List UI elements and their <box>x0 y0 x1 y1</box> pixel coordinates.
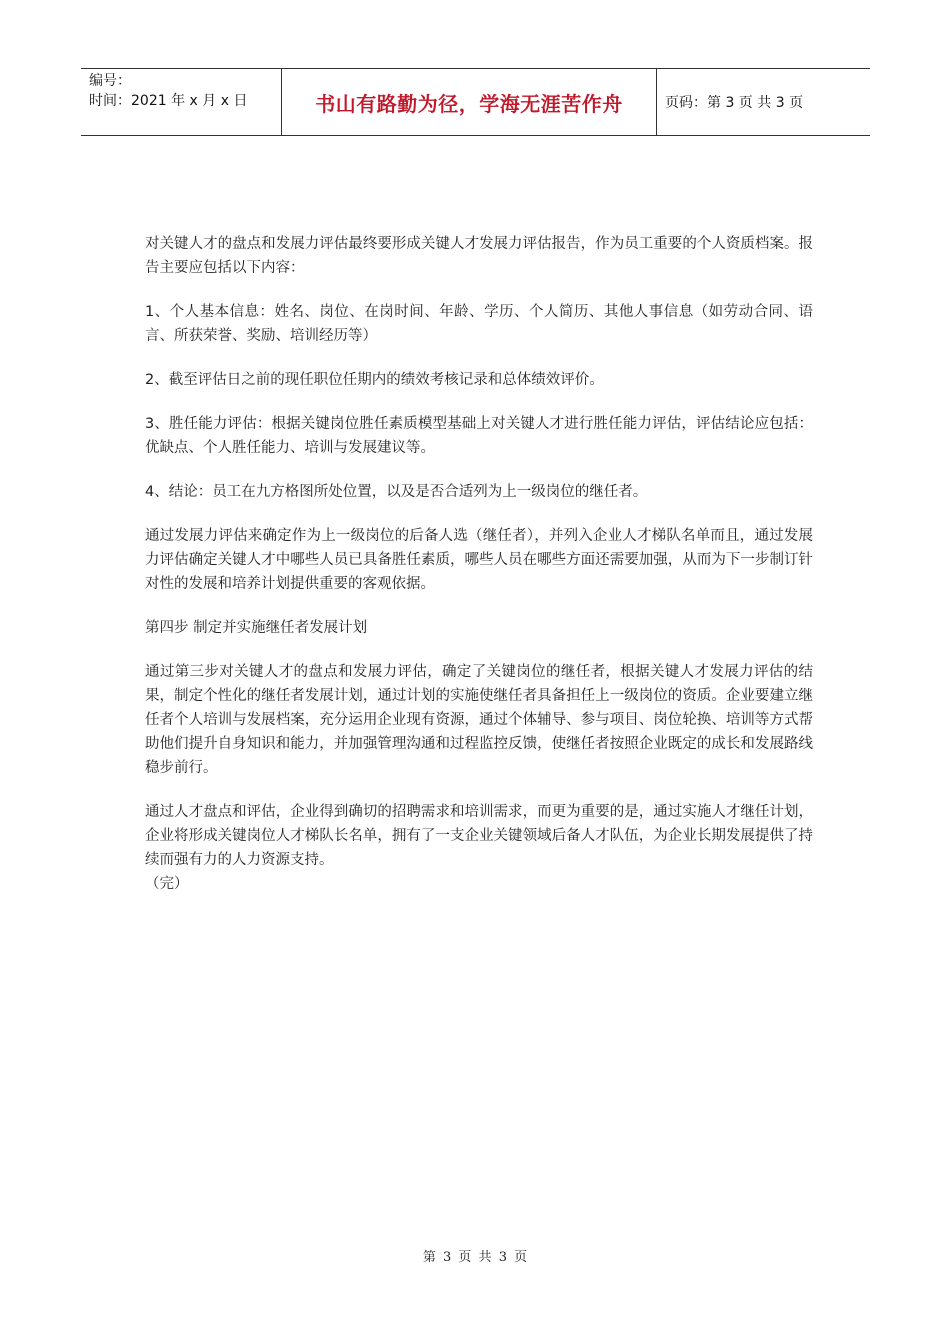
body-paragraph-item-1: 1、个人基本信息：姓名、岗位、在岗时间、年龄、学历、个人简历、其他人事信息（如劳动合同、语言、所获荣誉、奖励、培训经历等） <box>145 304 813 344</box>
document-date-label: 时间：2021 年 x 月 x 日 <box>89 93 248 109</box>
page-header <box>81 68 870 136</box>
page-footer: 第 3 页 共 3 页 <box>422 1250 528 1265</box>
body-paragraph-conclusion: 通过人才盘点和评估，企业得到确切的招聘需求和培训需求，而更为重要的是，通过实施人才继任计划，企业将形成关键岗位人才梯队长名单，拥有了一支企业关键领域后备人才队伍，为企业长期发展提供了持续而强有力的人力资源支持。 <box>145 804 813 868</box>
header-page-indicator: 页码：第 3 页 共 3 页 <box>665 95 804 111</box>
body-end-marker: （完） <box>145 876 189 892</box>
body-paragraph-item-3: 3、胜任能力评估：根据关键岗位胜任素质模型基础上对关键人才进行胜任能力评估，评估结论应包括：优缺点、个人胜任能力、培训与发展建议等。 <box>145 416 813 456</box>
header-motto: 书山有路勤为径，学海无涯苦作舟 <box>281 69 657 135</box>
document-number-label: 编号： <box>89 73 131 89</box>
body-paragraph-development: 通过发展力评估来确定作为上一级岗位的后备人选（继任者），并列入企业人才梯队名单而且，通过发展力评估确定关键人才中哪些人员已具备胜任素质，哪些人员在哪些方面还需要加强，从而为下一步制订针对性的发展和培养计划提供重要的客观依据。 <box>145 528 813 592</box>
section-heading-step-four: 第四步 制定并实施继任者发展计划 <box>145 620 368 636</box>
body-paragraph-intro: 对关键人才的盘点和发展力评估最终要形成关键人才发展力评估报告，作为员工重要的个人资质档案。报告主要应包括以下内容： <box>145 236 813 276</box>
body-paragraph-item-4: 4、结论：员工在九方格图所处位置，以及是否合适列为上一级岗位的继任者。 <box>145 484 648 500</box>
body-paragraph-item-2: 2、截至评估日之前的现任职位任期内的绩效考核记录和总体绩效评价。 <box>145 372 604 388</box>
header-meta <box>81 69 281 135</box>
body-paragraph-step-four: 通过第三步对关键人才的盘点和发展力评估，确定了关键岗位的继任者，根据关键人才发展力评估的结果，制定个性化的继任者发展计划，通过计划的实施使继任者具备担任上一级岗位的资质。企业要建立继任者个人培训与发展档案，充分运用企业现有资源，通过个体辅导、参与项目、岗位轮换、培训等方式帮助他们提升自身知识和能力，并加强管理沟通和过程监控反馈，使继任者按照企业既定的成长和发展路线稳步前行。 <box>145 664 813 776</box>
document-body <box>145 232 813 896</box>
